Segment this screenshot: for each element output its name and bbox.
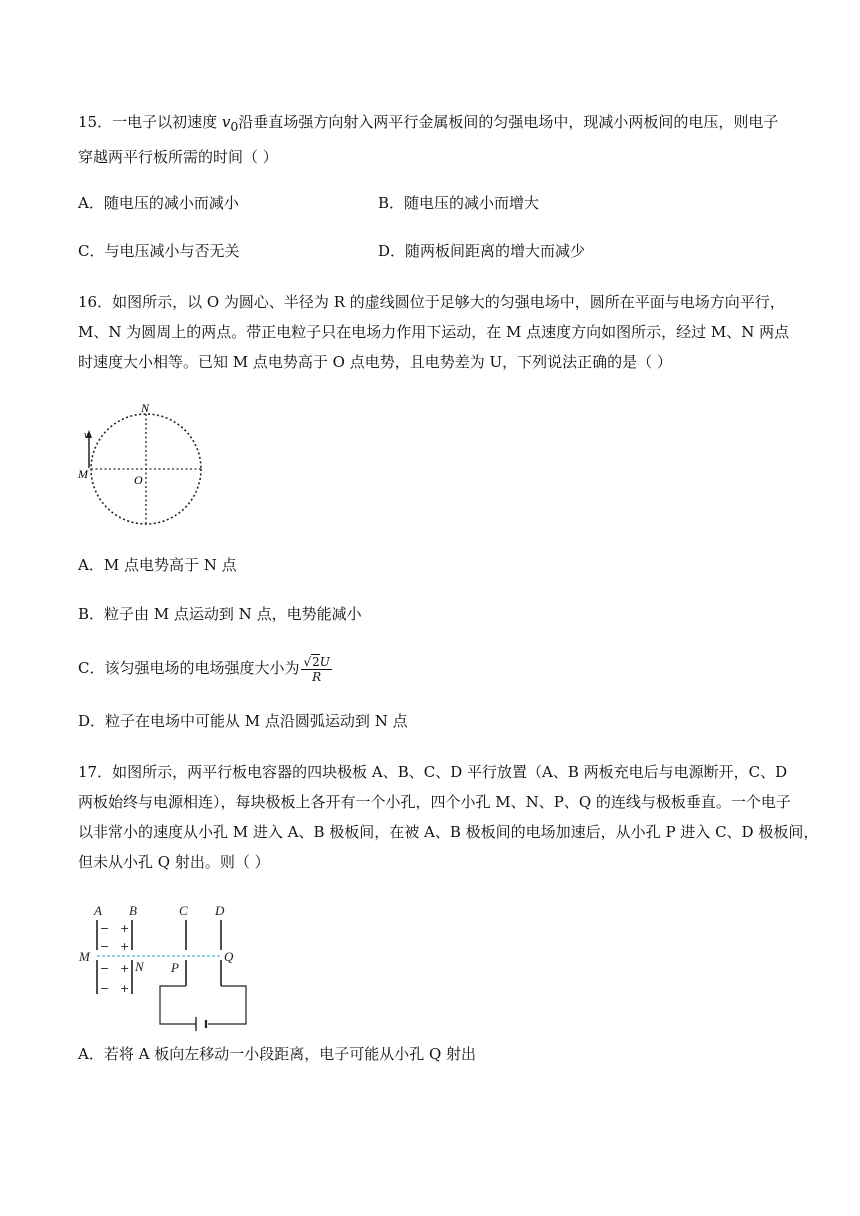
q15-option-c: C．与电压减小与否无关 <box>78 242 240 260</box>
plus-sign: + <box>120 982 130 995</box>
label-m: M <box>78 467 88 481</box>
label-d: D <box>215 903 225 918</box>
question-text: 如图所示，以 O 为圆心、半径为 R 的虚线圆位于足够大的匀强电场中，圆所在平面与电场方向平行， <box>112 293 785 311</box>
minus-sign: − <box>100 922 110 935</box>
minus-sign: − <box>100 962 110 975</box>
question-15 <box>78 107 790 172</box>
question-17-line-3: 以非常小的速度从小孔 M 进入 A、B 极板间，在被 A、B 极板间的电场加速后，从小孔 P 进入 C、D 极板间， <box>78 823 819 841</box>
minus-sign: − <box>100 982 110 995</box>
q15-option-d: D．随两板间距离的增大而减少 <box>378 242 586 260</box>
q15-option-a: A．随电压的减小而减小 <box>78 194 239 212</box>
question-17-line-1 <box>78 757 790 787</box>
label-b: B <box>129 903 137 918</box>
question-16-line-1 <box>78 287 790 317</box>
fraction-numerator: √2U <box>303 654 330 669</box>
question-15-line-1 <box>78 107 790 142</box>
question-text: 如图所示，两平行板电容器的四块极板 A、B、C、D 平行放置（A、B 两板充电后与电源断开，C、D <box>112 763 788 781</box>
label-c: C <box>179 903 188 918</box>
question-17-line-4: 但未从小孔 Q 射出。则（ ） <box>78 853 270 871</box>
q16-option-d: D．粒子在电场中可能从 M 点沿圆弧运动到 N 点 <box>78 712 408 730</box>
circle-field-diagram <box>76 400 210 532</box>
plus-sign: + <box>120 962 130 975</box>
label-q: Q <box>224 949 234 964</box>
question-text: 沿垂直场强方向射入两平行金属板间的匀强电场中，现减小两板间的电压，则电子 <box>238 113 779 131</box>
question-16-line-3: 时速度大小相等。已知 M 点电势高于 O 点电势，且电势差为 U，下列说法正确的是（ ） <box>78 353 672 371</box>
label-a: A <box>94 903 102 918</box>
question-15-line-2: 穿越两平行板所需的时间（ ） <box>78 148 278 166</box>
circuit-wires <box>160 986 246 1031</box>
radicand: 2 <box>312 654 320 669</box>
question-16-line-2: M、N 为圆周上的两点。带正电粒子只在电场力作用下运动，在 M 点速度方向如图所示，经过 M、N 两点 <box>78 323 790 341</box>
label-m: M <box>79 949 90 964</box>
question-17-line-2: 两板始终与电源相连），每块极板上各开有一个小孔，四个小孔 M、N、P、Q 的连线与极板垂直。一个电子 <box>78 793 791 811</box>
question-text: 一电子以初速度 <box>112 113 222 131</box>
option-text: C．该匀强电场的电场强度大小为 <box>78 659 300 677</box>
fraction-sqrt2u-over-r <box>301 655 331 684</box>
wire-left <box>160 986 196 1024</box>
label-n: N <box>141 401 150 415</box>
question-number: 16． <box>78 293 113 311</box>
q16-option-a: A．M 点电势高于 N 点 <box>78 556 237 574</box>
symbol-u: U <box>319 654 330 669</box>
subscript-0: 0 <box>230 119 239 134</box>
capacitor-circuit-diagram <box>78 898 258 1034</box>
fraction-denominator: R <box>312 669 322 684</box>
q16-option-b: B．粒子由 M 点运动到 N 点，电势能减小 <box>78 605 362 623</box>
wire-right <box>208 986 246 1024</box>
question-17 <box>78 757 819 877</box>
label-v: v <box>84 430 89 441</box>
q16-option-c <box>78 653 332 684</box>
question-number: 17． <box>78 763 113 781</box>
minus-sign: − <box>100 940 110 953</box>
label-p: P <box>171 960 179 975</box>
question-16 <box>78 287 790 377</box>
plus-sign: + <box>120 922 130 935</box>
label-o: O <box>134 473 143 487</box>
q17-option-a: A．若将 A 板向左移动一小段距离，电子可能从小孔 Q 射出 <box>78 1045 477 1063</box>
plus-sign: + <box>120 940 130 953</box>
symbol-v: v <box>221 113 231 131</box>
question-number: 15． <box>78 113 113 131</box>
label-n: N <box>135 959 144 974</box>
q15-option-b: B．随电压的减小而增大 <box>378 194 540 212</box>
